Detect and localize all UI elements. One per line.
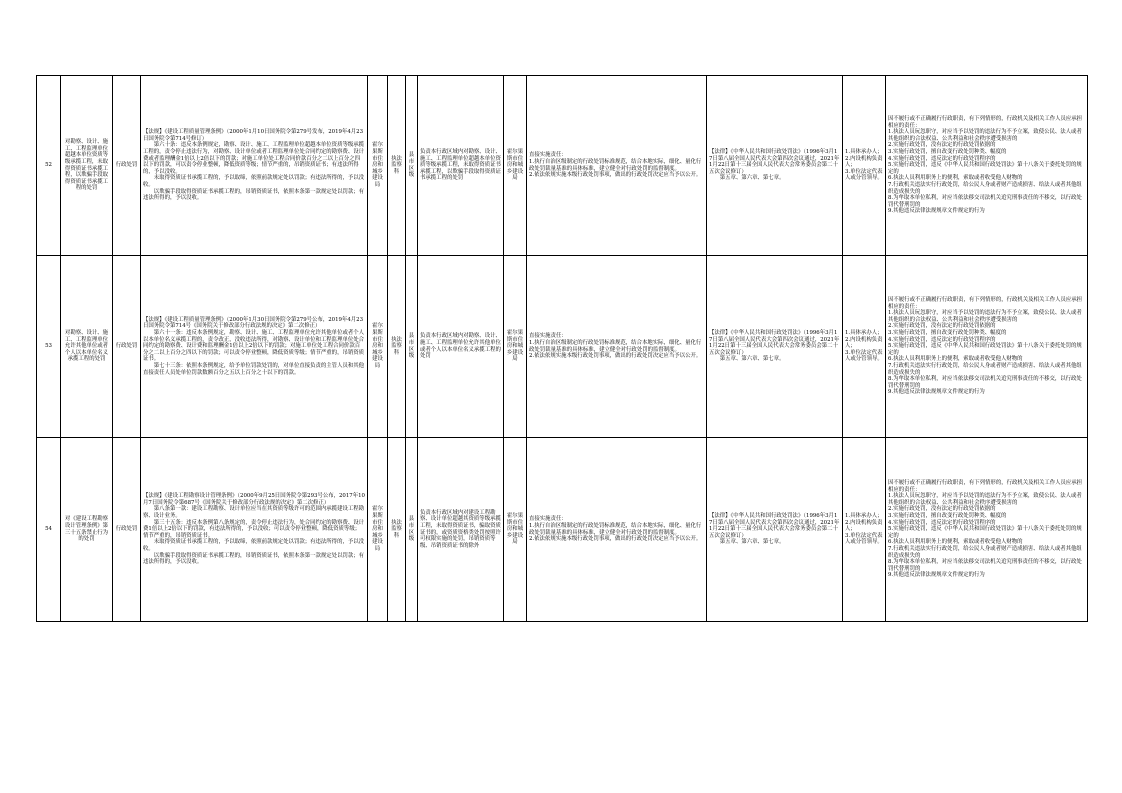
implementing-org: 霍尔果斯市住房和城乡建设局: [504, 438, 527, 622]
row-number: 52: [37, 76, 61, 256]
accountability-law: 【法律】《中华人民共和国行政处罚法》（1996年3月17日第八届全国人民代表大会第四次会议通过，2021年1月22日第十三届全国人民代表大会常务委员会第二十五次会议修订） 第五章、第六章、第七章。: [707, 438, 843, 622]
item-type: 行政处罚: [113, 256, 141, 438]
duty-scope: 负责本行政区域内对建设工程勘察、设计单位超越其资质等级承揽工程，未取得资质证书，骗取资质证书的，或资质资格类处罚按照许可权限实施的处罚，吊销资质等级、吊销资质证书的除外: [418, 438, 504, 622]
table-row: [37, 438, 1088, 622]
accountability-law: 【法律】《中华人民共和国行政处罚法》（1996年3月17日第八届全国人民代表大会第四次会议通过，2021年1月22日第十三届全国人民代表大会常务委员会第二十五次会议修订） 第五章、第六章、第七章。: [707, 256, 843, 438]
item-name: 对勘察、设计、施工、工程监理单位允许其他单位或者个人以本单位名义承揽工程的处罚: [61, 256, 113, 438]
legal-basis: 【法规】《建设工程质量管理条例》（2000年1月30日国务院令第279号公布，2019年4月23日国务院令第714号《国务院关于修改部分行政法规的决定》第二次修正） 第六十一条：违反本条例规定，勘察、设计、施工、工程监理单位允许其他单位或者个人以本单位名义承揽工程的，责令改正，没收违法所得，对勘察、设计单位和工程监理单位处合同约定的勘察费、设计费和监理酬金1倍以上2倍以下的罚款；对施工单位处工程合同价款百分之二以上百分之四以下的罚款；可以责令停业整顿，降低资质等级；情节严重的，吊销资质证书。 第七十三条：依照本条例规定，给予单位罚款处罚的，对单位直接负责的主管人员和其他直接责任人员处单位罚款数额百分之五以上百分之十以下的罚款。: [141, 256, 368, 438]
department: 霍尔果斯市住房和城乡建设局: [368, 76, 388, 256]
responsible-persons: 1.具体承办人； 2.内设机构负责人； 3.单位法定代表人或分管领导。: [843, 256, 886, 438]
responsibility: 直接实施责任： 1.执行自治区级制定的行政处罚标准规范，结合本地实际，细化、量化行政处罚裁量基准的具体标准，建立健全对行政处罚的监督制度。 2.依法依规实施本级行政处罚事项，做出的行政处罚决定应当予以公开。: [527, 256, 707, 438]
item-name: 对勘察、设计、施工、工程监理单位超越本单位资质等级承揽工程，未取得资质证书承揽工程，以欺骗手段取得资质证书承揽工程的处罚: [61, 76, 113, 256]
duty-table: [36, 75, 1088, 622]
legal-basis: 【法规】《建设工程勘察设计管理条例》（2000年9月25日国务院令第293号公布，2017年10月7日国务院令第687号《国务院关于修改部分行政法规的决定》第二次修正） 第八条第一款：建设工程勘察、设计单位应当在其资质等级许可的范围内承揽建设工程勘察、设计业务。 第三十五条：违反本条例第八条规定的，责令停止违法行为，处合同约定的勘察费、设计费1倍以上2倍以下的罚款，有违法所得的，予以没收；可以责令停业整顿，降低资质等级；情节严重的，吊销资质证书。 未取得资质证书承揽工程的，予以取缔，依照前款规定处以罚款；有违法所得的，予以没收。 以欺骗手段取得资质证书承揽工程的，吊销资质证书，依照本条第一款规定处以罚款；有违法所得的，予以没收。: [141, 438, 368, 622]
table-row: [37, 256, 1088, 438]
item-name: 对《建设工程勘察设计管理条例》第三十五条禁止行为的处罚: [61, 438, 113, 622]
duty-scope: 负责本行政区域内对勘察、设计、施工、工程监理单位超越本单位资质等级承揽工程，未取得资质证书承揽工程，以欺骗手段取得资质证书承揽工程的处罚: [418, 76, 504, 256]
duty-scope: 负责本行政区域内对勘察、设计、施工、工程监理单位允许其他单位或者个人以本单位名义承揽工程的处罚: [418, 256, 504, 438]
responsible-section: 执法监察科: [388, 256, 406, 438]
implementing-org: 霍尔果斯市住房和城乡建设局: [504, 256, 527, 438]
responsible-section: 执法监察科: [388, 76, 406, 256]
table-row: [37, 76, 1088, 256]
legal-basis: 【法规】《建设工程质量管理条例》（2000年1月10日国务院令第279号发布，2019年4月23日国务院令第714号修订） 第六十条：违反本条例规定，勘察、设计、施工、工程监理单位超越本单位资质等级承揽工程的，责令停止违法行为，对勘察、设计单位或者工程监理单位处合同约定的勘察费、设计费或者监理酬金1倍以上2倍以下的罚款；对施工单位处工程合同价款百分之二以上百分之四以下的罚款，可以责令停业整顿，降低资质等级；情节严重的，吊销资质证书；有违法所得的，予以没收。 未取得资质证书承揽工程的，予以取缔，依照前款规定处以罚款；有违法所得的，予以没收。 以欺骗手段取得资质证书承揽工程的，吊销资质证书，依照本条第一款规定处以罚款；有违法所得的，予以没收。: [141, 76, 368, 256]
accountability-cases: 因不履行或不正确履行行政职责，有下列情形的，行政机关及相关工作人员应承担相应的责任： 1.执法人员玩忽职守，对应当予以处罚的违法行为不予立案，致使公民、法人或者其他组织的合法权益、公共利益和社会秩序遭受损害的 2.实施行政处罚，没有法定的行政处罚依据的 3.实施行政处罚，擅自改变行政处罚种类、幅度的 4.实施行政处罚，违反法定的行政处罚程序的 5.实施行政处罚，违反《中华人民共和国行政处罚法》第十八条关于委托处罚的规定的 6.执法人员利用职务上的便利，索取或者收受他人财物的 7.行政机关违法实行行政处罚，给公民人身或者财产造成损害、给法人或者其他组织造成损失的 8.为牟取本单位私利，对应当依法移交司法机关追究刑事责任的不移交，以行政处罚代替刑罚的 9.其他违反法律法规规章文件规定的行为: [886, 76, 1088, 256]
responsible-persons: 1.具体承办人； 2.内设机构负责人； 3.单位法定代表人或分管领导。: [843, 438, 886, 622]
row-number: 53: [37, 256, 61, 438]
responsibility: 直接实施责任： 1.执行自治区级制定的行政处罚标准规范，结合本地实际，细化、量化行政处罚裁量基准的具体标准，建立健全对行政处罚的监督制度。 2.依法依规实施本级行政处罚事项，做出的行政处罚决定应当予以公开。: [527, 438, 707, 622]
responsible-persons: 1.具体承办人； 2.内设机构负责人； 3.单位法定代表人或分管领导。: [843, 76, 886, 256]
row-number: 54: [37, 438, 61, 622]
accountability-law: 【法律】《中华人民共和国行政处罚法》（1996年3月17日第八届全国人民代表大会第四次会议通过，2021年1月22日第十三届全国人民代表大会常务委员会第二十五次会议修订） 第五章、第六章、第七章。: [707, 76, 843, 256]
responsibility: 直接实施责任： 1.执行自治区级制定的行政处罚标准规范，结合本地实际，细化、量化行政处罚裁量基准的具体标准，建立健全对行政处罚的监督制度。 2.依法依规实施本级行政处罚事项，做出的行政处罚决定应当予以公开。: [527, 76, 707, 256]
document-page: [36, 75, 1087, 622]
admin-level: 县市区级: [406, 76, 418, 256]
department: 霍尔果斯市住房和城乡建设局: [368, 438, 388, 622]
responsible-section: 执法监察科: [388, 438, 406, 622]
accountability-cases: 因不履行或不正确履行行政职责，有下列情形的，行政机关及相关工作人员应承担相应的责任： 1.执法人员玩忽职守，对应当予以处罚的违法行为不予立案，致使公民、法人或者其他组织的合法权益、公共利益和社会秩序遭受损害的 2.实施行政处罚，没有法定的行政处罚依据的 3.实施行政处罚，擅自改变行政处罚种类、幅度的 4.实施行政处罚，违反法定的行政处罚程序的 5.实施行政处罚，违反《中华人民共和国行政处罚法》第十八条关于委托处罚的规定的 6.执法人员利用职务上的便利，索取或者收受他人财物的 7.行政机关违法实行行政处罚，给公民人身或者财产造成损害、给法人或者其他组织造成损失的 8.为牟取本单位私利，对应当依法移交司法机关追究刑事责任的不移交，以行政处罚代替刑罚的 9.其他违反法律法规规章文件规定的行为: [886, 256, 1088, 438]
item-type: 行政处罚: [113, 76, 141, 256]
admin-level: 县市区级: [406, 256, 418, 438]
admin-level: 县市区级: [406, 438, 418, 622]
accountability-cases: 因不履行或不正确履行行政职责，有下列情形的，行政机关及相关工作人员应承担相应的责任： 1.执法人员玩忽职守，对应当予以处罚的违法行为不予立案，致使公民、法人或者其他组织的合法权益、公共利益和社会秩序遭受损害的 2.实施行政处罚，没有法定的行政处罚依据的 3.实施行政处罚，擅自改变行政处罚种类、幅度的 4.实施行政处罚，违反法定的行政处罚程序的 5.实施行政处罚，违反《中华人民共和国行政处罚法》第十八条关于委托处罚的规定的 6.执法人员利用职务上的便利，索取或者收受他人财物的 7.行政机关违法实行行政处罚，给公民人身或者财产造成损害、给法人或者其他组织造成损失的 8.为牟取本单位私利，对应当依法移交司法机关追究刑事责任的不移交，以行政处罚代替刑罚的 9.其他违反法律法规规章文件规定的行为: [886, 438, 1088, 622]
implementing-org: 霍尔果斯市住房和城乡建设局: [504, 76, 527, 256]
department: 霍尔果斯市住房和城乡建设局: [368, 256, 388, 438]
item-type: 行政处罚: [113, 438, 141, 622]
